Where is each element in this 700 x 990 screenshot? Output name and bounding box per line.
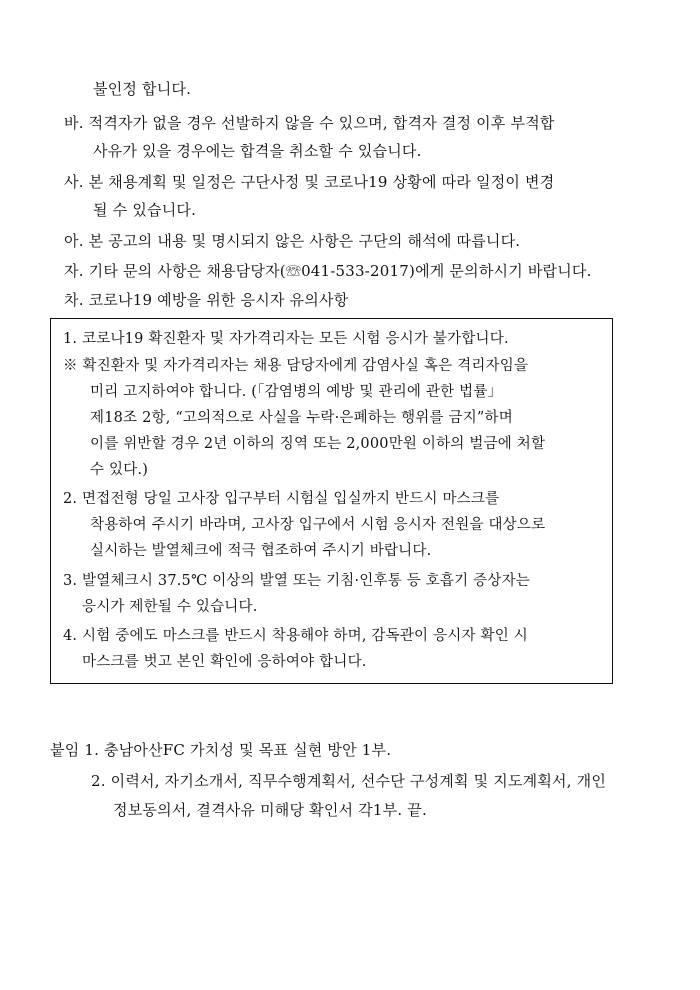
attachment-item-2-line2: 정보동의서, 결격사유 미해당 확인서 각1부. 끝. [113, 801, 427, 819]
attachment-item-2-line1: 2. 이력서, 자기소개서, 직무수행계획서, 선수단 구성계획 및 지도계획서, 개인 [91, 772, 607, 790]
notice-item-3-line2: 응시가 제한될 수 있습니다. [82, 599, 258, 615]
notice-note-line5: 수 있다.) [90, 462, 149, 478]
item-ja: 자. 기타 문의 사항은 채용담당자(☏041-533-2017)에게 문의하시기 바랍니다. [64, 262, 592, 280]
item-sa-line2: 될 수 있습니다. [93, 201, 197, 219]
notice-item-3-line1: 3. 발열체크시 37.5℃ 이상의 발열 또는 기침·인후통 등 호흡기 증상자는 [63, 573, 531, 589]
attachment-item-1: 붙임 1. 충남아산FC 가치성 및 목표 실현 방안 1부. [50, 741, 392, 759]
notice-note-line1: ※ 확진환자 및 자가격리자는 채용 담당자에게 감염사실 혹은 격리자임을 [63, 358, 529, 374]
notice-item-1: 1. 코로나19 확진환자 및 자가격리자는 모든 시험 응시가 불가합니다. [63, 331, 509, 347]
notice-note-line4: 이를 위반할 경우 2년 이하의 징역 또는 2,000만원 이하의 벌금에 처할 [90, 436, 546, 452]
notice-item-4-line1: 4. 시험 중에도 마스크를 반드시 착용해야 하며, 감독관이 응시자 확인 시 [63, 628, 528, 644]
item-a: 아. 본 공고의 내용 및 명시되지 않은 사항은 구단의 해석에 따릅니다. [64, 232, 521, 250]
notice-item-2-line3: 실시하는 발열체크에 적극 협조하여 주시기 바랍니다. [90, 543, 432, 559]
item-ba-line1: 바. 적격자가 없을 경우 선발하지 않을 수 있으며, 합격자 결정 이후 부적합 [64, 114, 555, 132]
notice-item-4-line2: 마스크를 벗고 본인 확인에 응하여야 합니다. [82, 654, 367, 670]
item-ba-line2: 사유가 있을 경우에는 합격을 취소할 수 있습니다. [93, 142, 422, 160]
notice-item-2-line2: 착용하여 주시기 바라며, 고사장 입구에서 시험 응시자 전원을 대상으로 [90, 517, 546, 533]
continued-text: 불인정 합니다. [93, 80, 192, 98]
notice-note-line3: 제18조 2항, “고의적으로 사실을 누락·은폐하는 행위를 금지”하며 [90, 410, 513, 426]
notice-item-2-line1: 2. 면접전형 당일 고사장 입구부터 시험실 입실까지 반드시 마스크를 [63, 491, 500, 507]
item-sa-line1: 사. 본 채용계획 및 일정은 구단사정 및 코로나19 상황에 따라 일정이 변경 [64, 173, 555, 191]
item-cha-heading: 차. 코로나19 예방을 위한 응시자 유의사항 [64, 291, 349, 309]
covid-notice-box [50, 318, 613, 684]
notice-note-line2: 미리 고지하여야 합니다. (「감염병의 예방 및 관리에 관한 법률」 [90, 384, 503, 400]
